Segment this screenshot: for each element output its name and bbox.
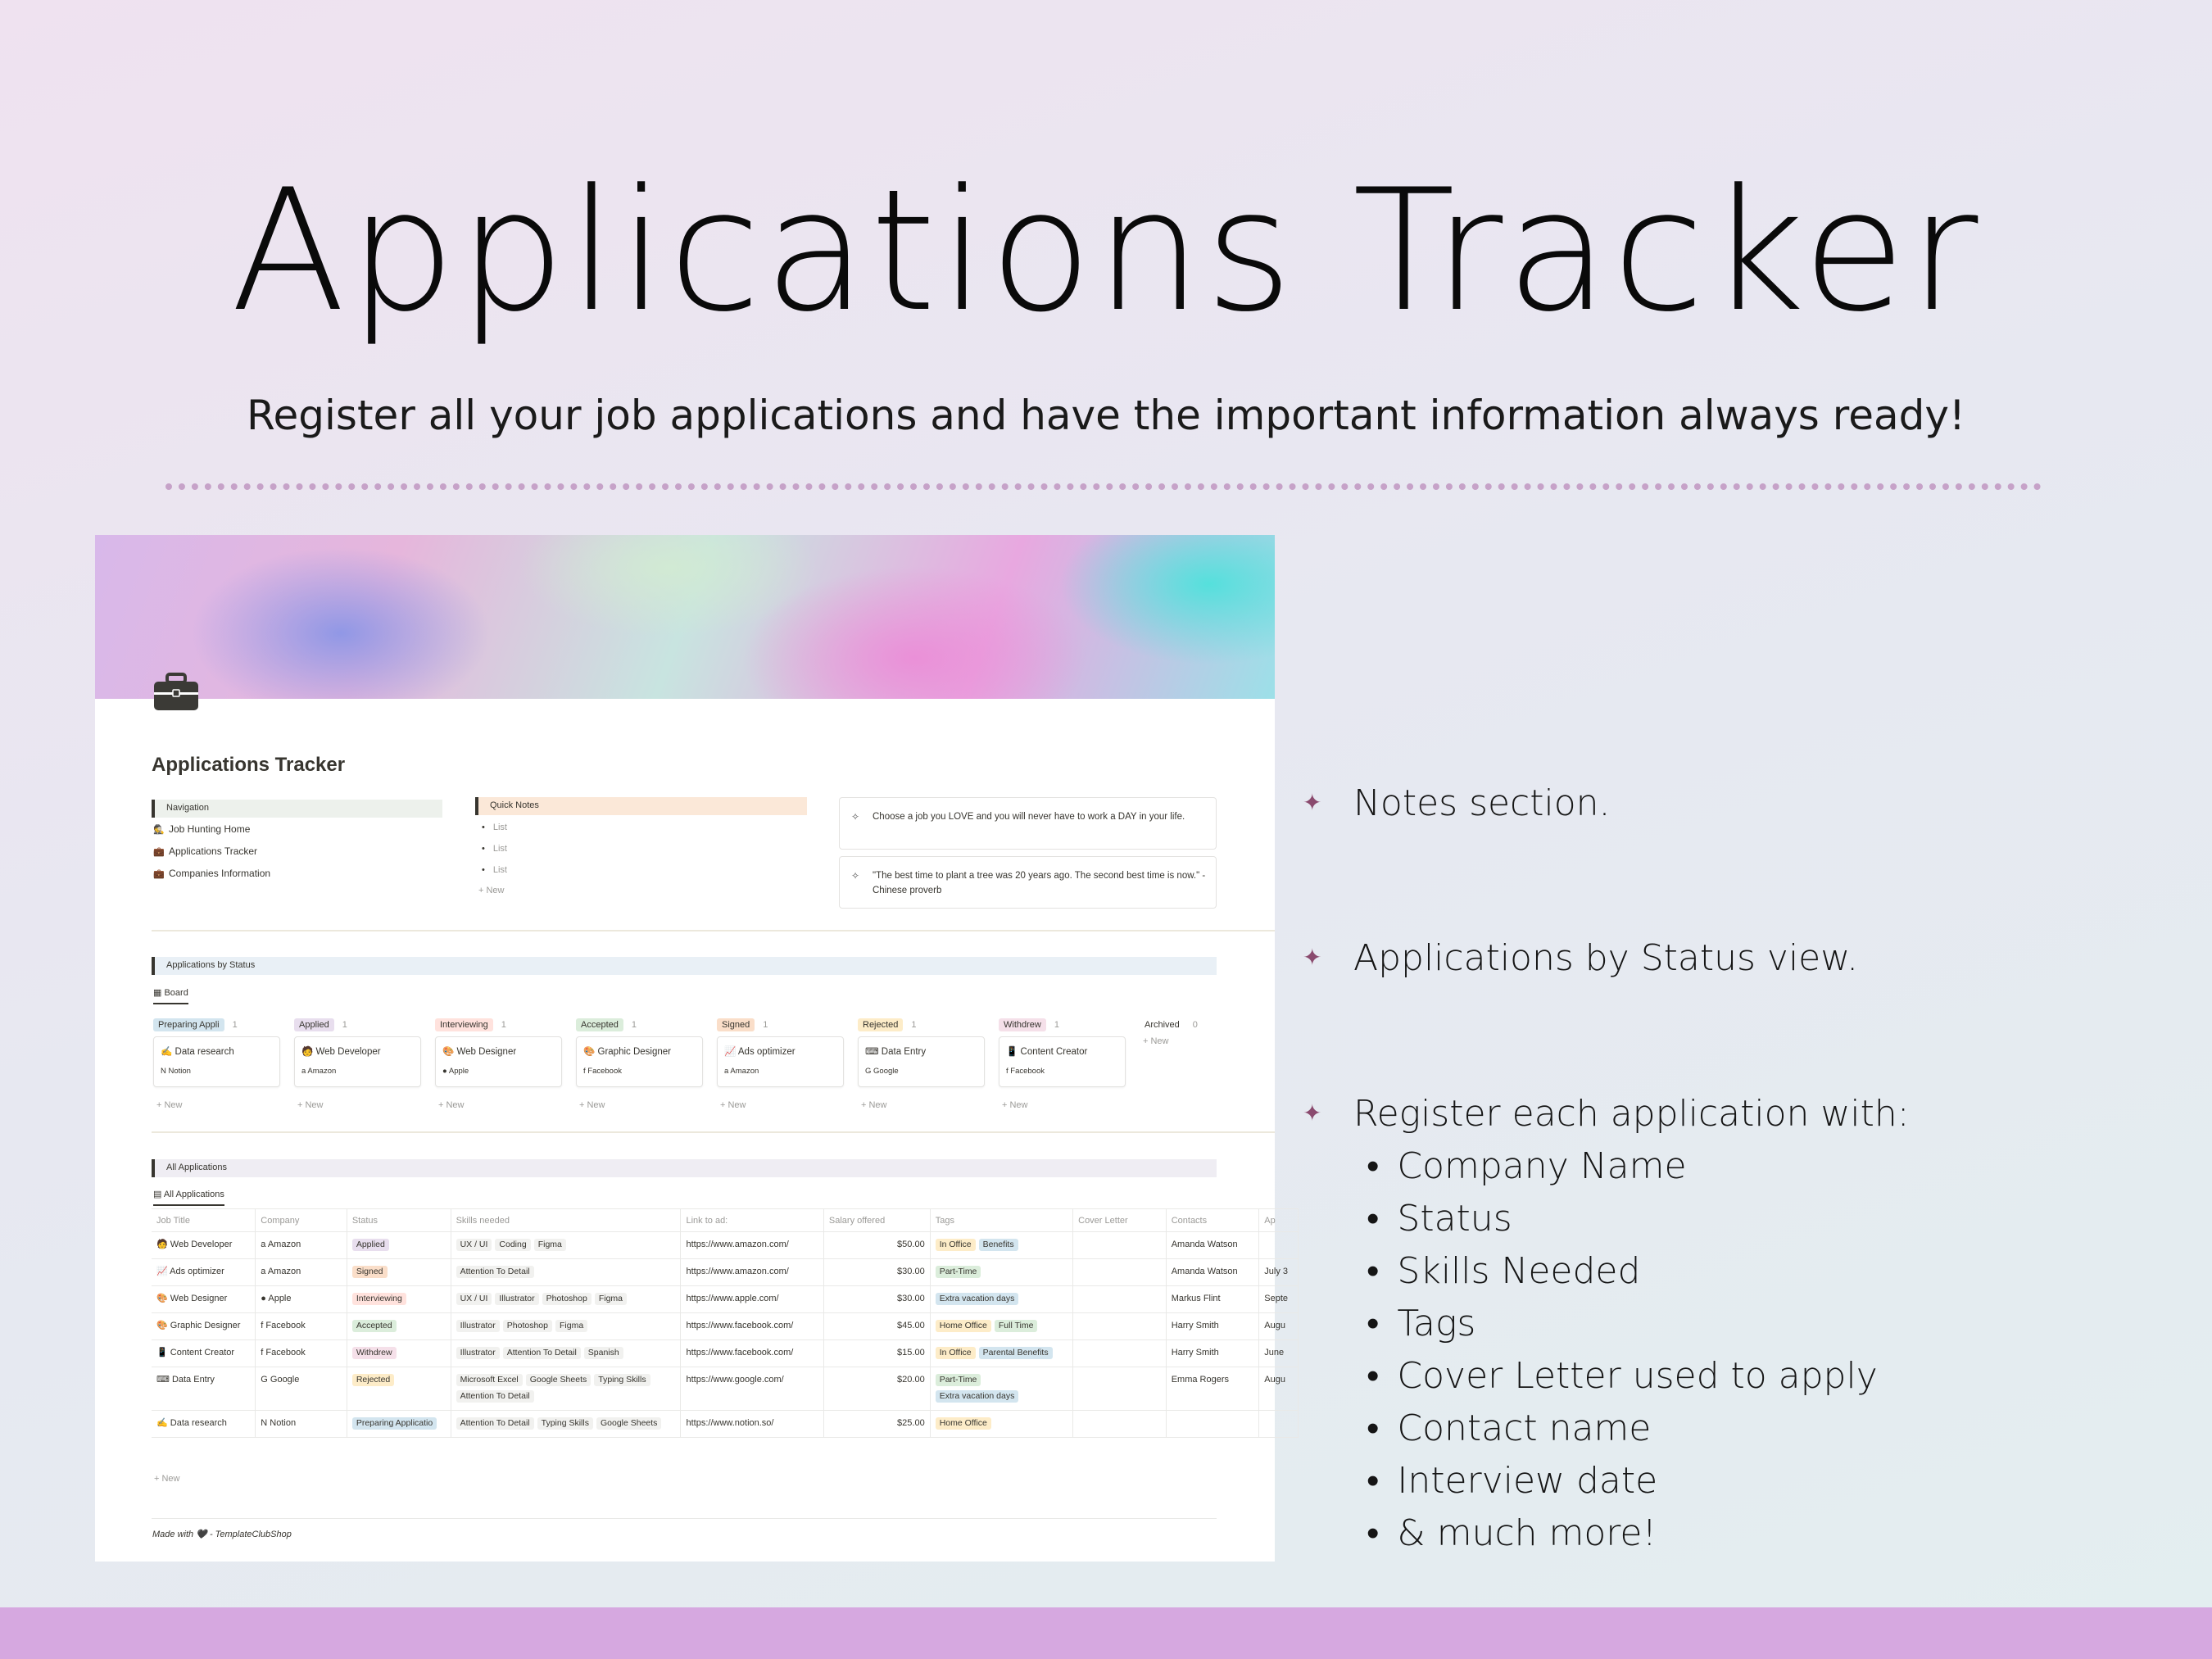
- status-cell[interactable]: [347, 1340, 451, 1367]
- skills-cell[interactable]: [451, 1411, 681, 1438]
- skill-tag: Figma: [534, 1239, 566, 1251]
- notion-page-title: Applications Tracker: [152, 754, 346, 776]
- tag-pill: Parental Benefits: [979, 1347, 1053, 1359]
- skill-tag: Attention To Detail: [456, 1390, 534, 1403]
- tags-cell[interactable]: [930, 1232, 1072, 1259]
- job-icon: 📈: [156, 1267, 170, 1276]
- job-title: Web Developer: [170, 1240, 233, 1249]
- status-cell[interactable]: [347, 1232, 451, 1259]
- nav-link-applications-tracker[interactable]: 💼 Applications Tracker: [153, 845, 258, 857]
- add-card-button[interactable]: + New: [297, 1100, 324, 1110]
- status-badge: Rejected: [352, 1374, 394, 1386]
- section-divider: [152, 930, 1275, 931]
- card-title: [301, 1045, 381, 1057]
- company-name: Amazon: [267, 1240, 301, 1249]
- status-badge[interactable]: Accepted: [576, 1018, 623, 1031]
- company-cell[interactable]: [256, 1411, 347, 1438]
- job-icon: 🎨: [583, 1047, 598, 1057]
- status-cell[interactable]: [347, 1411, 451, 1438]
- column-count: 1: [911, 1020, 917, 1030]
- card-company-name: Facebook: [1010, 1067, 1045, 1076]
- skill-tag: Google Sheets: [526, 1374, 591, 1386]
- tag-pill: Extra vacation days: [936, 1293, 1019, 1305]
- add-row-button[interactable]: + New: [154, 1474, 180, 1484]
- company-cell[interactable]: [256, 1367, 347, 1411]
- column-header[interactable]: Contacts: [1166, 1209, 1259, 1232]
- company-cell[interactable]: [256, 1340, 347, 1367]
- detective-icon: 🕵: [153, 825, 165, 835]
- briefcase-icon: 💼: [153, 847, 165, 857]
- tag-pill: Benefits: [979, 1239, 1018, 1251]
- status-badge[interactable]: Rejected: [858, 1018, 903, 1031]
- dotted-divider: [165, 483, 2042, 490]
- navigation-heading: Navigation: [152, 800, 442, 818]
- skill-tag: Photoshop: [503, 1320, 552, 1332]
- job-icon: 📱: [1006, 1047, 1021, 1057]
- list-item[interactable]: • List: [482, 823, 507, 832]
- add-note-button[interactable]: + New: [478, 886, 505, 895]
- add-card-button[interactable]: + New: [720, 1100, 746, 1110]
- contact-cell[interactable]: Harry Smith: [1166, 1340, 1259, 1367]
- card-company-name: Amazon: [730, 1067, 759, 1076]
- job-title-cell[interactable]: [152, 1286, 256, 1313]
- list-item: • Contact name: [1367, 1407, 1878, 1460]
- feature-notes: ✦ Notes section.: [1303, 782, 1611, 824]
- skills-cell[interactable]: [451, 1367, 681, 1411]
- column-header[interactable]: Company: [256, 1209, 347, 1232]
- quote-callout: ✧ Choose a job you LOVE and you will never have to work a DAY in your life.: [839, 797, 1217, 850]
- add-card-button[interactable]: + New: [579, 1100, 605, 1110]
- interview-date-cell[interactable]: Augu: [1259, 1313, 1299, 1340]
- list-item: • Cover Letter used to apply: [1367, 1355, 1878, 1407]
- link-cell[interactable]: https://www.facebook.com/: [681, 1340, 823, 1367]
- company-name: Google: [270, 1375, 300, 1385]
- company-logo-icon: G: [261, 1375, 270, 1385]
- card-title: [724, 1045, 796, 1057]
- tab-board[interactable]: ▦ Board: [153, 987, 188, 1004]
- company-cell[interactable]: [256, 1313, 347, 1340]
- company-logo-icon: N: [261, 1418, 270, 1428]
- card-company-name: Amazon: [307, 1067, 337, 1076]
- quick-notes-heading: Quick Notes: [475, 797, 807, 815]
- company-logo-icon: a: [724, 1067, 731, 1076]
- tag-pill: Extra vacation days: [936, 1390, 1019, 1403]
- feature-status-view: ✦ Applications by Status view.: [1303, 937, 1859, 979]
- job-icon: 🧑: [156, 1240, 170, 1249]
- tags-cell[interactable]: [930, 1313, 1072, 1340]
- tab-all-applications[interactable]: ▤ All Applications: [153, 1189, 224, 1206]
- bottom-band: [0, 1607, 2212, 1659]
- skills-cell[interactable]: [451, 1232, 681, 1259]
- company-logo-icon: N: [161, 1067, 169, 1076]
- job-title: Web Designer: [170, 1294, 228, 1303]
- job-icon: ✍: [161, 1047, 175, 1057]
- job-icon: 📈: [724, 1047, 738, 1057]
- company-name: Notion: [270, 1418, 297, 1428]
- card-title-text: Data Entry: [881, 1047, 927, 1057]
- column-count: 1: [763, 1020, 768, 1030]
- list-item: • Tags: [1367, 1303, 1878, 1355]
- list-item: • Skills Needed: [1367, 1250, 1878, 1303]
- skill-tag: Google Sheets: [596, 1417, 661, 1430]
- cover-letter-cell[interactable]: [1073, 1286, 1167, 1313]
- status-badge[interactable]: Interviewing: [435, 1018, 493, 1031]
- board-heading: Applications by Status: [152, 957, 1217, 975]
- column-header[interactable]: Tags: [930, 1209, 1072, 1232]
- quote-callout: ✧ "The best time to plant a tree was 20 years ago. The second best time is now." - Chinese proverb: [839, 856, 1217, 909]
- status-badge[interactable]: Applied: [294, 1018, 334, 1031]
- card-company: [161, 1067, 191, 1076]
- skills-cell[interactable]: [451, 1259, 681, 1286]
- company-logo-icon: ●: [261, 1294, 269, 1303]
- job-title-cell[interactable]: [152, 1232, 256, 1259]
- list-item: • & much more!: [1367, 1512, 1878, 1565]
- card-company: [442, 1067, 469, 1076]
- status-badge[interactable]: Preparing Appli: [153, 1018, 224, 1031]
- link-cell[interactable]: https://www.amazon.com/: [681, 1259, 823, 1286]
- status-cell[interactable]: [347, 1313, 451, 1340]
- company-name: Amazon: [267, 1267, 301, 1276]
- list-item[interactable]: • List: [482, 865, 507, 875]
- status-badge: Accepted: [352, 1320, 397, 1332]
- status-badge: Preparing Applicatio: [352, 1417, 437, 1430]
- status-badge[interactable]: Archived: [1140, 1018, 1185, 1031]
- board-card[interactable]: [717, 1036, 844, 1087]
- column-count: 0: [1192, 1020, 1198, 1030]
- interview-date-cell[interactable]: June: [1259, 1340, 1299, 1367]
- status-badge: Interviewing: [352, 1293, 406, 1305]
- applications-table: [152, 1208, 1299, 1438]
- salary-cell[interactable]: $25.00: [823, 1411, 930, 1438]
- briefcase-icon: 💼: [153, 869, 165, 879]
- cover-letter-cell[interactable]: [1073, 1232, 1167, 1259]
- board-column: [717, 1017, 848, 1110]
- card-company-name: Notion: [168, 1067, 191, 1076]
- job-icon: 🎨: [442, 1047, 457, 1057]
- hero-title: Applications Tracker: [230, 154, 1982, 349]
- job-icon: ✍: [156, 1418, 170, 1428]
- board-column: [1140, 1017, 1271, 1046]
- table-body: [152, 1232, 1299, 1438]
- job-title: Graphic Designer: [170, 1321, 241, 1330]
- salary-cell[interactable]: $20.00: [823, 1367, 930, 1411]
- contact-cell[interactable]: Harry Smith: [1166, 1313, 1259, 1340]
- tags-cell[interactable]: [930, 1367, 1072, 1411]
- status-cell[interactable]: [347, 1286, 451, 1313]
- card-title-text: Graphic Designer: [597, 1047, 671, 1057]
- job-icon: 🎨: [156, 1321, 170, 1330]
- status-badge: Applied: [352, 1239, 389, 1251]
- company-cell[interactable]: [256, 1286, 347, 1313]
- status-cell[interactable]: [347, 1367, 451, 1411]
- board-card[interactable]: [858, 1036, 985, 1087]
- column-count: 1: [232, 1020, 238, 1030]
- skill-tag: Attention To Detail: [503, 1347, 581, 1359]
- column-count: 1: [501, 1020, 506, 1030]
- skill-tag: Typing Skills: [537, 1417, 593, 1430]
- card-title: [161, 1045, 234, 1057]
- footer-divider: [152, 1518, 1217, 1519]
- interview-date-cell[interactable]: Septe: [1259, 1286, 1299, 1313]
- add-card-button[interactable]: + New: [861, 1100, 887, 1110]
- column-header[interactable]: Status: [347, 1209, 451, 1232]
- nav-link-companies-information[interactable]: 💼 Companies Information: [153, 868, 271, 879]
- salary-cell[interactable]: $30.00: [823, 1259, 930, 1286]
- card-company: [301, 1067, 336, 1076]
- status-badge: Signed: [352, 1266, 388, 1278]
- job-icon: ⌨: [865, 1047, 882, 1057]
- board-column: [858, 1017, 989, 1110]
- job-icon: 📱: [156, 1348, 170, 1358]
- card-company-name: Facebook: [587, 1067, 623, 1076]
- card-title: [442, 1045, 516, 1057]
- company-name: Apple: [268, 1294, 292, 1303]
- card-title-text: Content Creator: [1020, 1047, 1088, 1057]
- job-title-cell[interactable]: [152, 1367, 256, 1411]
- job-title-cell[interactable]: [152, 1259, 256, 1286]
- card-company: [583, 1067, 622, 1076]
- feature-sub-list: [1367, 1145, 1878, 1565]
- card-title: [865, 1045, 926, 1057]
- tag-pill: In Office: [936, 1239, 976, 1251]
- skill-tag: Typing Skills: [594, 1374, 650, 1386]
- link-cell[interactable]: https://www.facebook.com/: [681, 1313, 823, 1340]
- company-logo-icon: G: [865, 1067, 874, 1076]
- cover-letter-cell[interactable]: [1073, 1313, 1167, 1340]
- sparkle-icon: ✦: [1303, 943, 1322, 971]
- skill-tag: Spanish: [584, 1347, 623, 1359]
- skills-cell[interactable]: [451, 1286, 681, 1313]
- card-title-text: Data research: [175, 1047, 234, 1057]
- column-header[interactable]: Ap: [1259, 1209, 1299, 1232]
- card-title: [583, 1045, 671, 1057]
- notion-screenshot: [95, 535, 1289, 1562]
- tags-cell[interactable]: [930, 1340, 1072, 1367]
- column-count: 1: [1054, 1020, 1059, 1030]
- job-icon: 🎨: [156, 1294, 170, 1303]
- tag-pill: Full Time: [995, 1320, 1038, 1332]
- table-row[interactable]: [152, 1259, 1299, 1286]
- column-header[interactable]: Skills needed: [451, 1209, 681, 1232]
- link-cell[interactable]: https://www.google.com/: [681, 1367, 823, 1411]
- skill-tag: Figma: [555, 1320, 587, 1332]
- tag-pill: In Office: [936, 1347, 976, 1359]
- status-badge[interactable]: Signed: [717, 1018, 755, 1031]
- company-cell[interactable]: [256, 1259, 347, 1286]
- job-title: Data Entry: [171, 1375, 215, 1385]
- company-logo-icon: a: [261, 1267, 268, 1276]
- tags-cell[interactable]: [930, 1411, 1072, 1438]
- card-company-name: Apple: [448, 1067, 469, 1076]
- cover-letter-cell[interactable]: [1073, 1340, 1167, 1367]
- board-column: [576, 1017, 707, 1110]
- tags-cell[interactable]: [930, 1286, 1072, 1313]
- job-title: Data research: [170, 1418, 227, 1428]
- company-logo-icon: f: [261, 1348, 266, 1358]
- board-column: [294, 1017, 425, 1110]
- skill-tag: Photoshop: [542, 1293, 592, 1305]
- link-cell[interactable]: https://www.notion.so/: [681, 1411, 823, 1438]
- sparkle-icon: ✦: [1303, 1099, 1322, 1126]
- job-title: Content Creator: [170, 1348, 235, 1358]
- salary-cell[interactable]: $15.00: [823, 1340, 930, 1367]
- skill-tag: Attention To Detail: [456, 1417, 534, 1430]
- company-logo-icon: f: [1006, 1067, 1011, 1076]
- list-item[interactable]: • List: [482, 844, 507, 854]
- table-header-row: [152, 1209, 1299, 1232]
- list-item: • Company Name: [1367, 1145, 1878, 1198]
- salary-cell[interactable]: $45.00: [823, 1313, 930, 1340]
- cover-letter-cell[interactable]: [1073, 1259, 1167, 1286]
- column-header[interactable]: Job Title: [152, 1209, 256, 1232]
- table-row[interactable]: [152, 1367, 1299, 1411]
- interview-date-cell[interactable]: July 3: [1259, 1259, 1299, 1286]
- board-card[interactable]: [999, 1036, 1126, 1087]
- list-item: • Interview date: [1367, 1460, 1878, 1512]
- column-count: 1: [342, 1020, 347, 1030]
- column-header[interactable]: Cover Letter: [1073, 1209, 1167, 1232]
- link-cell[interactable]: https://www.amazon.com/: [681, 1232, 823, 1259]
- job-title-cell[interactable]: [152, 1340, 256, 1367]
- add-card-button[interactable]: + New: [1002, 1100, 1028, 1110]
- tag-pill: Home Office: [936, 1417, 991, 1430]
- skill-tag: UX / UI: [456, 1239, 492, 1251]
- contact-cell[interactable]: Markus Flint: [1166, 1286, 1259, 1313]
- contact-cell[interactable]: Emma Rogers: [1166, 1367, 1259, 1411]
- interview-date-cell[interactable]: [1259, 1411, 1299, 1438]
- table-row[interactable]: [152, 1340, 1299, 1367]
- skill-tag: UX / UI: [456, 1293, 492, 1305]
- skill-tag: Illustrator: [456, 1320, 500, 1332]
- board-card[interactable]: [435, 1036, 562, 1087]
- sparkle-icon: ✧: [851, 870, 860, 882]
- feature-register: ✦ Register each application with:: [1303, 1093, 1910, 1135]
- skill-tag: Attention To Detail: [456, 1266, 534, 1278]
- status-cell[interactable]: [347, 1259, 451, 1286]
- company-logo-icon: a: [261, 1240, 268, 1249]
- footer-credit: Made with 🖤 - TemplateClubShop: [152, 1530, 292, 1539]
- skills-cell[interactable]: [451, 1313, 681, 1340]
- salary-cell[interactable]: $50.00: [823, 1232, 930, 1259]
- table-row[interactable]: [152, 1313, 1299, 1340]
- company-cell[interactable]: [256, 1232, 347, 1259]
- column-header[interactable]: Link to ad:: [681, 1209, 823, 1232]
- sparkle-icon: ✧: [851, 811, 860, 823]
- card-company: [865, 1067, 899, 1076]
- card-title: [1006, 1045, 1087, 1057]
- job-title-cell[interactable]: [152, 1313, 256, 1340]
- card-company: [1006, 1067, 1045, 1076]
- company-logo-icon: f: [261, 1321, 266, 1330]
- skill-tag: Illustrator: [495, 1293, 538, 1305]
- table-row[interactable]: [152, 1286, 1299, 1313]
- section-divider: [152, 1131, 1275, 1133]
- add-card-button[interactable]: + New: [156, 1100, 183, 1110]
- nav-link-job-hunting-home[interactable]: 🕵 Job Hunting Home: [153, 823, 251, 835]
- interview-date-cell[interactable]: Augu: [1259, 1367, 1299, 1411]
- tag-pill: Part-Time: [936, 1266, 981, 1278]
- skills-cell[interactable]: [451, 1340, 681, 1367]
- skill-tag: Figma: [595, 1293, 627, 1305]
- tag-pill: Part-Time: [936, 1374, 981, 1386]
- company-name: Facebook: [265, 1321, 306, 1330]
- board-column: [999, 1017, 1130, 1110]
- table-row[interactable]: [152, 1411, 1299, 1438]
- card-company: [724, 1067, 759, 1076]
- card-title-text: Ads optimizer: [737, 1047, 796, 1057]
- board-column: [435, 1017, 566, 1110]
- company-logo-icon: ●: [442, 1067, 449, 1076]
- cover-letter-cell[interactable]: [1073, 1367, 1167, 1411]
- card-title-text: Web Developer: [315, 1047, 381, 1057]
- board-card[interactable]: [576, 1036, 703, 1087]
- cover-image: [95, 535, 1275, 699]
- job-title: Ads optimizer: [170, 1267, 224, 1276]
- job-icon: ⌨: [156, 1375, 172, 1385]
- board-card[interactable]: [153, 1036, 280, 1087]
- card-title-text: Web Designer: [456, 1047, 517, 1057]
- status-badge[interactable]: Withdrew: [999, 1018, 1046, 1031]
- column-header[interactable]: Salary offered: [823, 1209, 930, 1232]
- contact-cell[interactable]: [1166, 1411, 1259, 1438]
- column-count: 1: [631, 1020, 637, 1030]
- board-column: [153, 1017, 284, 1110]
- tag-pill: Home Office: [936, 1320, 991, 1332]
- job-title-cell[interactable]: [152, 1411, 256, 1438]
- add-card-button[interactable]: + New: [438, 1100, 465, 1110]
- briefcase-icon: [152, 673, 200, 712]
- cover-letter-cell[interactable]: [1073, 1411, 1167, 1438]
- skill-tag: Illustrator: [456, 1347, 500, 1359]
- hero-subtitle: Register all your job applications and have the important information always ready!: [247, 392, 1965, 439]
- job-icon: 🧑: [301, 1047, 316, 1057]
- skill-tag: Microsoft Excel: [456, 1374, 523, 1386]
- add-card-button[interactable]: + New: [1143, 1036, 1169, 1046]
- link-cell[interactable]: https://www.apple.com/: [681, 1286, 823, 1313]
- card-company-name: Google: [873, 1067, 899, 1076]
- table-row[interactable]: [152, 1232, 1299, 1259]
- board-card[interactable]: [294, 1036, 421, 1087]
- tags-cell[interactable]: [930, 1259, 1072, 1286]
- sparkle-icon: ✦: [1303, 788, 1322, 816]
- contact-cell[interactable]: Amanda Watson: [1166, 1259, 1259, 1286]
- interview-date-cell[interactable]: [1259, 1232, 1299, 1259]
- company-logo-icon: a: [301, 1067, 308, 1076]
- salary-cell[interactable]: $30.00: [823, 1286, 930, 1313]
- list-item: • Status: [1367, 1198, 1878, 1250]
- company-name: Facebook: [265, 1348, 306, 1358]
- skill-tag: Coding: [495, 1239, 530, 1251]
- all-applications-heading: All Applications: [152, 1159, 1217, 1177]
- contact-cell[interactable]: Amanda Watson: [1166, 1232, 1259, 1259]
- status-badge: Withdrew: [352, 1347, 397, 1359]
- company-logo-icon: f: [583, 1067, 588, 1076]
